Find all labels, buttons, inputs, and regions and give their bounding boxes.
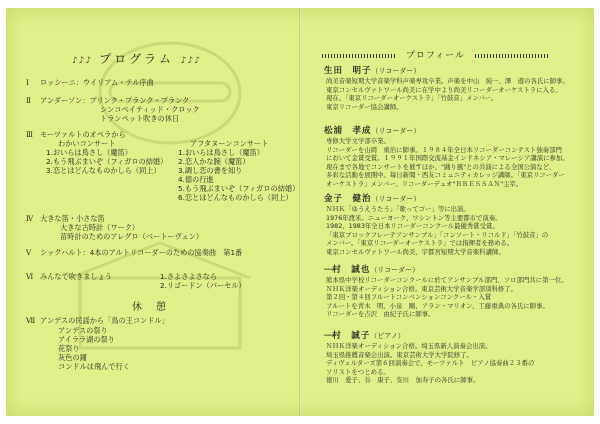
profile-line: 多彩な活動を展開中。毎日新聞・西友コミュニティカレッジ講師。「東京リコーダー — [326, 171, 565, 180]
profile-line: 東京コンセルヴァトワール尚美に在学中より尚美リコーダーオーケストラに入る。 — [326, 85, 562, 94]
profile-line: 「東京ブロックフレーテアンサンブル」「コンソート・リコルド」「竹鼓音」の — [326, 230, 549, 239]
header-rule-right — [475, 54, 549, 58]
profile-page — [316, 8, 588, 416]
item-number: Ⅲ — [26, 130, 33, 139]
profile-line: 現在まで各地でコンサートを催すほか、"踊り風"との共演による全国公演など、 — [326, 162, 556, 171]
program-item: 苗時計のためのアレグロ（ベートーヴェン） — [60, 232, 204, 241]
item-number: Ⅶ — [26, 316, 36, 325]
performer-name: 生田 明子 — [324, 66, 372, 76]
program-item: シックハルト：4本のアルトリコーダーのための協奏曲 第1番 — [40, 248, 243, 257]
profile-line: 熊本県中学校リコーダーコンクールに於てアンサンブル部門、ソロ部門共に第一位。 — [326, 276, 568, 284]
program-title: ♪♪♪ プログラム ♪♪♪ — [72, 52, 202, 66]
young-concert-piece: 1.おいらは鳥さし（魔笛） — [46, 148, 132, 157]
performer-name: 村 誠也 — [332, 265, 371, 275]
profile-name — [324, 124, 420, 136]
item-number: Ⅵ — [26, 272, 34, 281]
instrument-label: （リコーダー） — [371, 67, 421, 75]
profile-line: 第２回・第４回フルートコンベンションコンクール・入賞 — [326, 293, 492, 302]
andes-piece: 灰色の鐘 — [58, 353, 87, 362]
program-item: アンダーソン：プリンク・プランク・プランク — [40, 96, 190, 105]
profile-line: フルートを青木 明、小泉 剛、アラン・マリオン、工藤重典の各氏に師事。 — [326, 301, 549, 310]
andes-piece: アンデスの祭り — [58, 326, 108, 335]
program-page — [20, 8, 300, 416]
instrument-label: （リコーダー） — [371, 127, 421, 135]
name-dash: ── — [324, 331, 333, 341]
profile-line: 専修大学文学部卒業。 — [326, 137, 390, 145]
profile-line: 徳川 愛子、谷 康子、安川 加寿子の各氏に師事。 — [326, 376, 480, 385]
profile-name — [324, 192, 420, 204]
item-number: Ⅳ — [26, 214, 34, 223]
profile-name — [324, 329, 405, 341]
andes-piece: コンドルは飛んで行く — [58, 362, 130, 371]
program-item: シンコペイティッド・クロック — [100, 105, 200, 114]
profile-line: ＮＨＫ「ゆうえうたう」「歌ってゴー」等に出演。 — [326, 205, 470, 213]
profile-line: ＮＨＫ洋楽オーディション合格。埼玉県新人演奏会出演。 — [326, 342, 492, 350]
program-item: 大きな笛・小さな笛 — [40, 214, 105, 223]
profile-name — [324, 64, 420, 76]
profile-line: ディヴェルターズ第６回演奏会で、モーツァルト ピアノ協奏曲２３番の — [326, 359, 535, 368]
program-item: 大きな古時計（ワーク） — [60, 223, 140, 232]
profile-line: 東京コンセルヴァトワール尚美、宇都宮短期大学音楽科講師。 — [326, 248, 505, 256]
young-concert-heading: わかいコンサート — [58, 139, 116, 148]
profile-line: において金賞受賞。１９９１年国際交流基金インドネシア・マレーシア講演に参加。 — [326, 154, 569, 163]
profile-line: 埼玉県推薦音楽会出演。東京芸術大学大学院修了。 — [326, 350, 473, 359]
item-number: Ⅴ — [26, 248, 32, 257]
profile-line: リコーダーを吉沢 由紀子氏に師事。 — [326, 310, 435, 319]
together-piece: 2.リゴードン（パーセル） — [160, 281, 246, 290]
program-item: ロッシーニ：ウイリアム・テル序曲 — [40, 78, 154, 87]
afternoon-concert-piece: 6.恋とはどんなものかしら（同上） — [178, 193, 293, 202]
profile-line: メンバー。「東京リコーダーオーケストラ」では指揮者を務める。 — [326, 239, 514, 248]
profile-title: プロフィール — [405, 51, 465, 61]
performer-name: 金子 健治 — [324, 194, 372, 204]
program-item: トランペット吹きの休日 — [100, 114, 180, 123]
profile-line: 尚美音楽短期大学音楽学科声楽専攻卒業。声楽を中山 純一、澤 遊の各氏に師事。 — [326, 77, 569, 85]
profile-line: 1982、1983年全日本リコーダーコンクール最優秀賞受賞。 — [326, 222, 499, 231]
profile-line: 1976年渡米。ニューヨーク、ワシントン等主要都市で演奏。 — [326, 213, 502, 222]
andes-piece: 花祭り — [58, 344, 80, 353]
profile-header — [322, 48, 572, 61]
andes-piece: アイララ湖の祭り — [58, 335, 115, 344]
afternoon-concert-piece: 3.調し恋の書を知り — [178, 166, 243, 175]
young-concert-piece: 3.恋とはどんなものかしら（同上） — [46, 166, 161, 175]
program-item: みんなで吹きましょう — [40, 272, 112, 281]
page-fold — [299, 8, 301, 416]
item-number: Ⅰ — [26, 78, 29, 87]
profile-line: リコーダーを山岡 重治に師事。１９８４年全日本リコーダーコンテスト独奏部門 — [326, 145, 562, 154]
name-dash: ── — [324, 265, 333, 275]
young-concert-piece: 2.もう飛ぶまいぞ（フィガロの結婚） — [46, 157, 168, 166]
program-title-text: プログラム — [99, 52, 174, 66]
profile-name — [324, 263, 419, 275]
afternoon-concert-heading: アフタヌーンコンサート — [190, 139, 269, 148]
profile-line: オーケストラ」メンバー。リコーダーデュオ"ＢＲＥＳＳＡＮ"主宰。 — [326, 180, 523, 188]
header-rule-left — [322, 54, 396, 58]
instrument-label: （リコーダー） — [371, 195, 421, 203]
instrument-label: （ピアノ） — [370, 332, 405, 340]
intermission-label: 休憩 — [132, 302, 180, 313]
profile-line: 東京リコーダー協会講師。 — [326, 102, 403, 111]
program-item: モーツァルトのオペラから — [40, 130, 126, 139]
program-item: アンデスの民謡から「鳥の王コンドル」 — [40, 316, 169, 325]
afternoon-concert-piece: 4.德の行進 — [178, 175, 214, 184]
performer-name: 松浦 孝成 — [324, 126, 372, 136]
performer-name: 村 誠子 — [332, 331, 371, 341]
item-number: Ⅱ — [26, 96, 31, 105]
profile-line: ＮＨＫ洋楽オーディション合格。東京芸術大学音楽学部別科修了。 — [326, 284, 518, 293]
instrument-label: （リコーダー） — [370, 266, 420, 274]
profile-line: 現在、「東京リコーダーオーケストラ」「竹鼓音」メンバー。 — [326, 94, 498, 103]
afternoon-concert-piece: 2.恋人かな腕（魔笛） — [178, 157, 250, 166]
profile-line: ソリストをつとめる。 — [326, 367, 390, 376]
afternoon-concert-piece: 1.おいらは鳥さし（魔笛） — [178, 148, 264, 157]
together-piece: 1.さよさよさなら — [160, 272, 218, 281]
afternoon-concert-piece: 5.もう飛ぶまいぞ（フィガロの結婚） — [178, 184, 300, 193]
